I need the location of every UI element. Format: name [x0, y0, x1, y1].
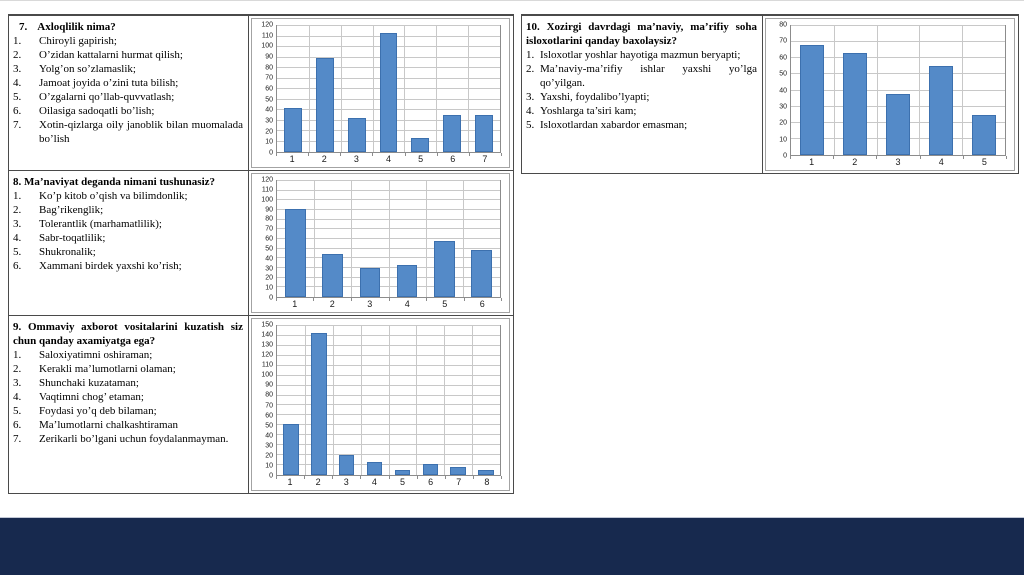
bar-9-3: [339, 455, 355, 475]
plot-area: [276, 180, 501, 298]
bar-8-3: [360, 268, 381, 297]
item-number: 3.: [526, 91, 535, 103]
x-tick-label: 6: [428, 477, 434, 487]
question-item: [13, 231, 243, 245]
x-axis-labels: [276, 476, 501, 488]
bar-8-2: [322, 254, 343, 297]
question-item: [526, 90, 757, 104]
question-title-text: Ommaviy axborot vositalarini kuzatish siz chun qanday axamiyatga ega?: [13, 321, 244, 347]
bar-9-6: [423, 464, 439, 475]
question-list-q10: [526, 48, 757, 132]
question-item: [526, 104, 757, 118]
item-text: O’zidan kattalarni hurmat qilish;: [39, 49, 183, 61]
survey-table-right: [521, 14, 1019, 174]
bar-chart-q7: [251, 18, 510, 168]
bar-10-1: [800, 45, 824, 155]
question-list-q9: [13, 348, 243, 446]
item-text: Yoshlarga ta’siri kam;: [540, 105, 637, 117]
bar-10-3: [886, 94, 910, 155]
question-item: [13, 62, 243, 76]
bar-10-2: [843, 53, 867, 155]
question-item: [13, 245, 243, 259]
bar-7-1: [284, 108, 302, 152]
item-text: Tolerantlik (marhamatlilik);: [39, 218, 162, 230]
question-item: [13, 259, 243, 273]
bar-10-5: [972, 115, 996, 155]
item-number: 4.: [13, 232, 22, 244]
item-number: 6.: [13, 105, 22, 117]
x-tick-label: 5: [442, 299, 448, 309]
x-axis-labels: [276, 153, 501, 165]
item-number: 6.: [13, 260, 22, 272]
x-tick-label: 5: [418, 154, 424, 164]
x-tick-label: 5: [981, 157, 987, 167]
x-tick-label: 1: [287, 477, 293, 487]
bar-7-5: [411, 138, 429, 152]
question-item: [13, 418, 243, 432]
item-number: 4.: [13, 77, 22, 89]
item-number: 2.: [13, 204, 22, 216]
item-number: 4.: [526, 105, 535, 117]
x-tick-label: 6: [479, 299, 485, 309]
bar-chart-q8: [251, 173, 510, 313]
footer-band: [0, 517, 1024, 575]
item-text: Saloxiyatimni oshiraman;: [39, 349, 153, 361]
question-item: [13, 48, 243, 62]
bar-9-4: [367, 462, 383, 475]
item-text: Jamoat joyida o’zini tuta bilish;: [39, 77, 179, 89]
x-tick-label: 2: [321, 154, 327, 164]
x-tick-label: 4: [371, 477, 377, 487]
item-text: Isloxotlardan xabardor emasman;: [540, 119, 688, 131]
x-tick-label: 3: [895, 157, 901, 167]
question-title-q7: [13, 20, 243, 34]
item-number: 3.: [13, 63, 22, 75]
question-number: 9.: [13, 321, 22, 333]
item-text: Sabr-toqatlilik;: [39, 232, 106, 244]
chart-cell-q7: [249, 16, 514, 171]
question-list-q7: [13, 34, 243, 146]
y-axis-labels: 0 10 20 30 40 50 60 70 80 90 100 110 120 130 140 150: [261, 321, 273, 480]
survey-table-left: [8, 14, 514, 494]
question-item: [13, 362, 243, 376]
plot-area: [790, 25, 1006, 156]
x-tick-label: 7: [456, 477, 462, 487]
question-title-text: Xozirgi davrdagi ma’naviy, ma’rifiy soha isloxotlarini qanday baxolaysiz?: [526, 21, 757, 47]
question-item: [13, 376, 243, 390]
question-number: 7.: [19, 21, 28, 33]
question-item: [13, 404, 243, 418]
x-tick-label: 4: [404, 299, 410, 309]
question-number: 8.: [13, 176, 22, 188]
x-tick-label: 4: [938, 157, 944, 167]
item-number: 1.: [526, 49, 535, 61]
item-number: 5.: [13, 91, 22, 103]
item-text: Shukronalik;: [39, 246, 96, 258]
question-item: [13, 217, 243, 231]
question-item: [13, 189, 243, 203]
question-cell-q9: [9, 316, 249, 494]
item-text: Zerikarli bo’lgani uchun foydalanmayman.: [39, 433, 229, 445]
bar-9-7: [450, 467, 466, 475]
item-number: 2.: [13, 363, 22, 375]
question-item: [13, 390, 243, 404]
item-number: 1.: [13, 190, 22, 202]
chart-cell-q10: [763, 16, 1019, 174]
question-item: [13, 76, 243, 90]
question-item: [526, 118, 757, 132]
plot-area: [276, 325, 501, 476]
question-item: [13, 432, 243, 446]
question-title-q9: [13, 320, 243, 348]
item-number: 4.: [13, 391, 22, 403]
x-tick-label: 3: [353, 154, 359, 164]
x-tick-label: 5: [400, 477, 406, 487]
question-item: [13, 34, 243, 48]
item-number: 6.: [13, 419, 22, 431]
item-number: 3.: [13, 218, 22, 230]
item-text: Kerakli ma’lumotlarni olaman;: [39, 363, 176, 375]
item-text: Chiroyli gapirish;: [39, 35, 117, 47]
item-text: Ma’lumotlarni chalkashtiraman: [39, 419, 178, 431]
item-number: 3.: [13, 377, 22, 389]
plot-area: [276, 25, 501, 153]
question-item: [13, 348, 243, 362]
bar-8-6: [471, 250, 492, 297]
item-text: Yaxshi, foydalibo’lyapti;: [540, 91, 650, 103]
x-tick-label: 7: [482, 154, 488, 164]
bar-7-4: [380, 33, 398, 152]
item-text: Shunchaki kuzataman;: [39, 377, 139, 389]
x-axis-labels: [790, 156, 1006, 168]
x-tick-label: 3: [367, 299, 373, 309]
question-item: [526, 62, 757, 90]
question-item: [13, 104, 243, 118]
bar-8-5: [434, 241, 455, 297]
item-number: 7.: [13, 433, 22, 445]
bar-chart-q9: [251, 318, 510, 491]
item-number: 1.: [13, 35, 22, 47]
question-cell-q7: [9, 16, 249, 171]
x-tick-label: 2: [329, 299, 335, 309]
bar-10-4: [929, 66, 953, 155]
bar-7-6: [443, 115, 461, 152]
chart-cell-q9: [249, 316, 514, 494]
item-text: Vaqtimni chog’ etaman;: [39, 391, 144, 403]
y-axis-labels: 0 10 20 30 40 50 60 70 80: [779, 21, 787, 160]
bar-9-1: [283, 424, 299, 475]
item-text: Ma’naviy-ma’rifiy ishlar yaxshi yo’lga qo’yilgan.: [540, 63, 757, 89]
bar-8-4: [397, 265, 418, 297]
question-cell-q8: [9, 171, 249, 316]
y-axis-labels: 0 10 20 30 40 50 60 70 80 90 100 110 120: [261, 21, 273, 157]
bar-7-2: [316, 58, 334, 153]
x-axis-labels: [276, 298, 501, 310]
question-title-q10: [526, 20, 757, 48]
question-item: [13, 203, 243, 217]
item-text: Foydasi yo’q deb bilaman;: [39, 405, 157, 417]
item-text: Ko’p kitob o’qish va bilimdonlik;: [39, 190, 188, 202]
item-number: 5.: [526, 119, 535, 131]
bar-chart-q10: [765, 18, 1015, 171]
bar-9-2: [311, 333, 327, 475]
y-axis-labels: 0 10 20 30 40 50 60 70 80 90 100 110 120: [261, 176, 273, 302]
item-text: Xammani birdek yaxshi ko’rish;: [39, 260, 182, 272]
question-item: [13, 118, 243, 146]
question-title-text: Axloqlilik nima?: [37, 21, 116, 33]
x-tick-label: 1: [292, 299, 298, 309]
x-tick-label: 1: [809, 157, 815, 167]
item-text: Yolg’on so’zlamaslik;: [39, 63, 136, 75]
item-number: 5.: [13, 405, 22, 417]
item-text: Bag’rikenglik;: [39, 204, 104, 216]
chart-cell-q8: [249, 171, 514, 316]
x-tick-label: 6: [450, 154, 456, 164]
bar-9-5: [395, 470, 411, 475]
item-number: 2.: [526, 63, 535, 75]
question-cell-q10: [522, 16, 763, 174]
question-title-text: Ma’naviyat deganda nimani tushunasiz?: [24, 176, 216, 188]
bar-9-8: [478, 470, 494, 475]
x-tick-label: 2: [315, 477, 321, 487]
x-tick-label: 3: [343, 477, 349, 487]
question-item: [13, 90, 243, 104]
item-text: Oilasiga sadoqatli bo’lish;: [39, 105, 155, 117]
question-list-q8: [13, 189, 243, 273]
x-tick-label: 8: [484, 477, 490, 487]
x-tick-label: 4: [385, 154, 391, 164]
bar-7-7: [475, 115, 493, 152]
item-number: 7.: [13, 119, 22, 131]
bar-7-3: [348, 118, 366, 152]
item-number: 5.: [13, 246, 22, 258]
item-number: 1.: [13, 349, 22, 361]
item-number: 2.: [13, 49, 22, 61]
x-tick-label: 1: [289, 154, 295, 164]
bar-8-1: [285, 209, 306, 297]
x-tick-label: 2: [852, 157, 858, 167]
question-number: 10.: [526, 21, 540, 33]
item-text: Xotin-qizlarga oily janoblik bilan muomalada bo’lish: [39, 119, 243, 145]
question-item: [526, 48, 757, 62]
question-title-q8: [13, 175, 243, 189]
item-text: O’zgalarni qo’llab-quvvatlash;: [39, 91, 175, 103]
item-text: Isloxotlar yoshlar hayotiga mazmun beryapti;: [540, 49, 741, 61]
